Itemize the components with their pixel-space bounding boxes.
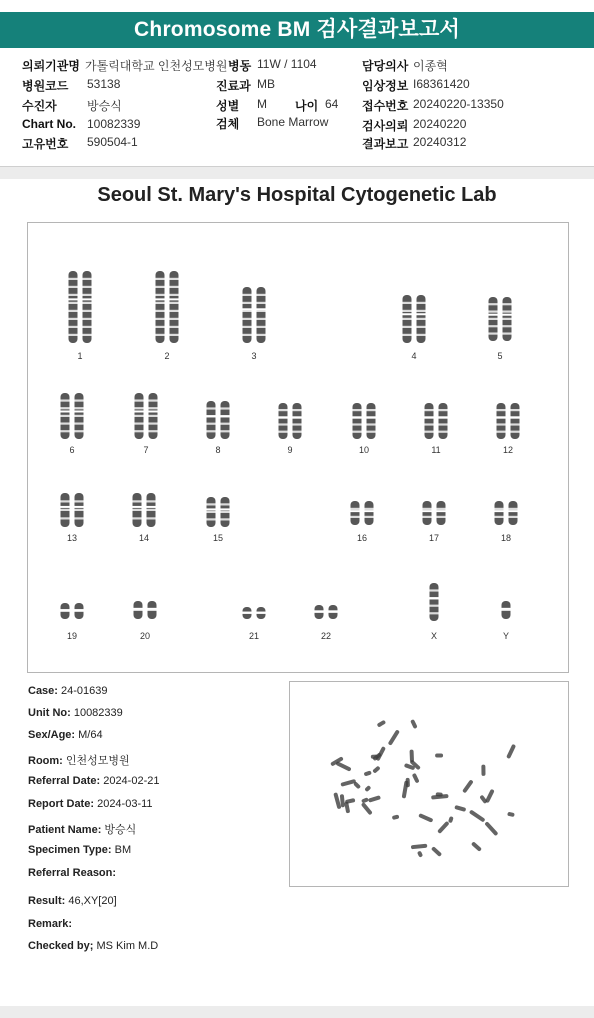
chromosome-label-17: 17 — [428, 533, 440, 543]
chromosome-pair-20 — [133, 601, 157, 619]
chromosome-pair-22 — [314, 605, 338, 619]
chromosome-pair-y — [501, 601, 511, 619]
accession-label: 접수번호 — [362, 99, 409, 113]
report-banner — [0, 0, 594, 48]
specimen-label: 검체 — [216, 117, 240, 131]
chromosome-pair-11 — [424, 403, 448, 439]
chromosome-pair-13 — [60, 493, 84, 527]
chromosome-pair-14 — [132, 493, 156, 527]
metaphase-chromosomes — [330, 719, 516, 858]
chromosome-label-3: 3 — [251, 351, 257, 361]
case-label: Case: — [28, 685, 58, 697]
chromosome-label-16: 16 — [356, 533, 368, 543]
referral-label: Referral Date: — [28, 775, 101, 787]
doctor-value: 이종혁 — [413, 59, 448, 73]
chromosome-pair-x — [429, 583, 439, 621]
lab-title: Seoul St. Mary's Hospital Cytogenetic Lab — [97, 184, 497, 206]
chromosome-label-10: 10 — [358, 445, 370, 455]
chromosome-pair-19 — [60, 603, 84, 619]
chromosome-pair-12 — [496, 403, 520, 439]
code-label: 병원코드 — [22, 79, 69, 93]
unit-value: 10082339 — [73, 707, 123, 719]
chromosome-label-19: 19 — [66, 631, 78, 641]
specimen-value: Bone Marrow — [257, 115, 329, 129]
report-title: Chromosome BM 검사결과보고서 — [0, 12, 594, 48]
report-date-row — [28, 798, 153, 810]
request-value: 20240220 — [413, 117, 467, 131]
chromosome-label-6: 6 — [69, 445, 75, 455]
clinical-label: 임상정보 — [362, 79, 409, 93]
chromosome-label-4: 4 — [411, 351, 417, 361]
chromosome-label-9: 9 — [287, 445, 293, 455]
chromosome-label-5: 5 — [497, 351, 503, 361]
checked-row — [28, 940, 158, 952]
specimen-type-value: BM — [114, 844, 132, 856]
remark-row — [28, 918, 72, 930]
accession-value: 20240220-13350 — [413, 97, 504, 111]
metaphase-spread-image — [290, 682, 568, 886]
result-label: Result: — [28, 895, 66, 907]
chromosome-label-15: 15 — [212, 533, 224, 543]
unique-value: 590504-1 — [87, 135, 138, 149]
patient-info-panel — [0, 48, 594, 167]
chromosome-label-13: 13 — [66, 533, 78, 543]
checked-label: Checked by; — [28, 940, 94, 952]
metaphase-panel — [289, 681, 569, 887]
chromosome-pair-8 — [206, 401, 230, 439]
chromosome-label-2: 2 — [164, 351, 170, 361]
chromosome-pair-9 — [278, 403, 302, 439]
report-value: 20240312 — [413, 135, 467, 149]
karyogram-image — [28, 223, 568, 672]
report-date-label: Report Date: — [28, 798, 95, 810]
unit-row — [28, 707, 123, 719]
patient-name-row — [28, 821, 136, 837]
checked-value: MS Kim M.D — [96, 940, 159, 952]
chromosome-label-18: 18 — [500, 533, 512, 543]
ward-value: 11W / 1104 — [257, 57, 317, 71]
chromosome-label-7: 7 — [143, 445, 149, 455]
room-value: 인천성모병원 — [65, 755, 130, 767]
result-row — [28, 895, 117, 907]
room-row — [28, 752, 130, 768]
chromosome-label-1: 1 — [77, 351, 83, 361]
sex-label: 성별 — [216, 99, 240, 113]
patient-label: 수진자 — [22, 99, 57, 113]
room-label: Room: — [28, 755, 63, 767]
referral-value: 2024-02-21 — [103, 775, 160, 787]
request-label: 검사의뢰 — [362, 119, 409, 133]
sexage-row — [28, 729, 103, 741]
chromosome-pair-7 — [134, 393, 158, 439]
report-date-value: 2024-03-11 — [97, 798, 153, 810]
unit-label: Unit No: — [28, 707, 71, 719]
footer-divider — [0, 1006, 594, 1018]
doctor-label: 담당의사 — [362, 59, 409, 73]
chromosome-label-21: 21 — [248, 631, 260, 641]
chart-value: 10082339 — [87, 117, 141, 131]
karyogram-panel — [27, 222, 569, 673]
report-label: 결과보고 — [362, 137, 409, 151]
chromosome-label-11: 11 — [431, 445, 441, 455]
specimen-type-label: Specimen Type: — [28, 844, 112, 856]
chromosome-pair-4 — [402, 295, 426, 343]
sex-value: M — [257, 97, 267, 111]
patient-value: 방승식 — [87, 99, 122, 113]
chromosome-pair-16 — [350, 501, 374, 525]
chromosome-label-x: X — [430, 631, 438, 641]
referral-row — [28, 775, 159, 787]
chromosome-pair-10 — [352, 403, 376, 439]
unique-label: 고유번호 — [22, 137, 69, 151]
referral-reason-label: Referral Reason: — [28, 867, 117, 879]
chromosome-pair-3 — [242, 287, 266, 343]
chromosome-pair-17 — [422, 501, 446, 525]
age-label: 나이 — [295, 99, 319, 113]
chromosome-label-y: Y — [502, 631, 510, 641]
dept-value: MB — [257, 77, 275, 91]
chromosome-label-22: 22 — [320, 631, 332, 641]
chromosome-pair-15 — [206, 497, 230, 527]
chromosome-pair-2 — [155, 271, 179, 343]
remark-label: Remark: — [28, 918, 73, 930]
chromosome-pair-18 — [494, 501, 518, 525]
chromosome-label-12: 12 — [502, 445, 514, 455]
chromosome-label-8: 8 — [215, 445, 221, 455]
dept-label: 진료과 — [216, 79, 251, 93]
referral-reason-row — [28, 867, 116, 879]
chromosome-label-20: 20 — [139, 631, 151, 641]
chromosome-label-14: 14 — [138, 533, 150, 543]
hospital-label: 의뢰기관명 — [22, 59, 80, 73]
clinical-value: I68361420 — [413, 77, 470, 91]
chromosome-pair-21 — [242, 607, 266, 619]
chromosome-pair-6 — [60, 393, 84, 439]
case-row — [28, 685, 108, 697]
result-value: 46,XY[20] — [68, 895, 117, 907]
case-value: 24-01639 — [61, 685, 108, 697]
section-divider — [0, 167, 594, 179]
hospital-value: 가톨릭대학교 인천성모병원 — [85, 59, 228, 73]
patient-name-value: 방승식 — [104, 824, 137, 836]
specimen-type-row — [28, 844, 131, 856]
code-value: 53138 — [87, 77, 121, 91]
patient-name-label: Patient Name: — [28, 824, 102, 836]
ward-label: 병동 — [228, 59, 252, 73]
sexage-value: M/64 — [78, 729, 103, 741]
chromosome-pair-5 — [488, 297, 512, 341]
sexage-label: Sex/Age: — [28, 729, 76, 741]
age-value: 64 — [325, 97, 339, 111]
chromosome-pair-1 — [68, 271, 92, 343]
chart-label: Chart No. — [22, 117, 76, 131]
